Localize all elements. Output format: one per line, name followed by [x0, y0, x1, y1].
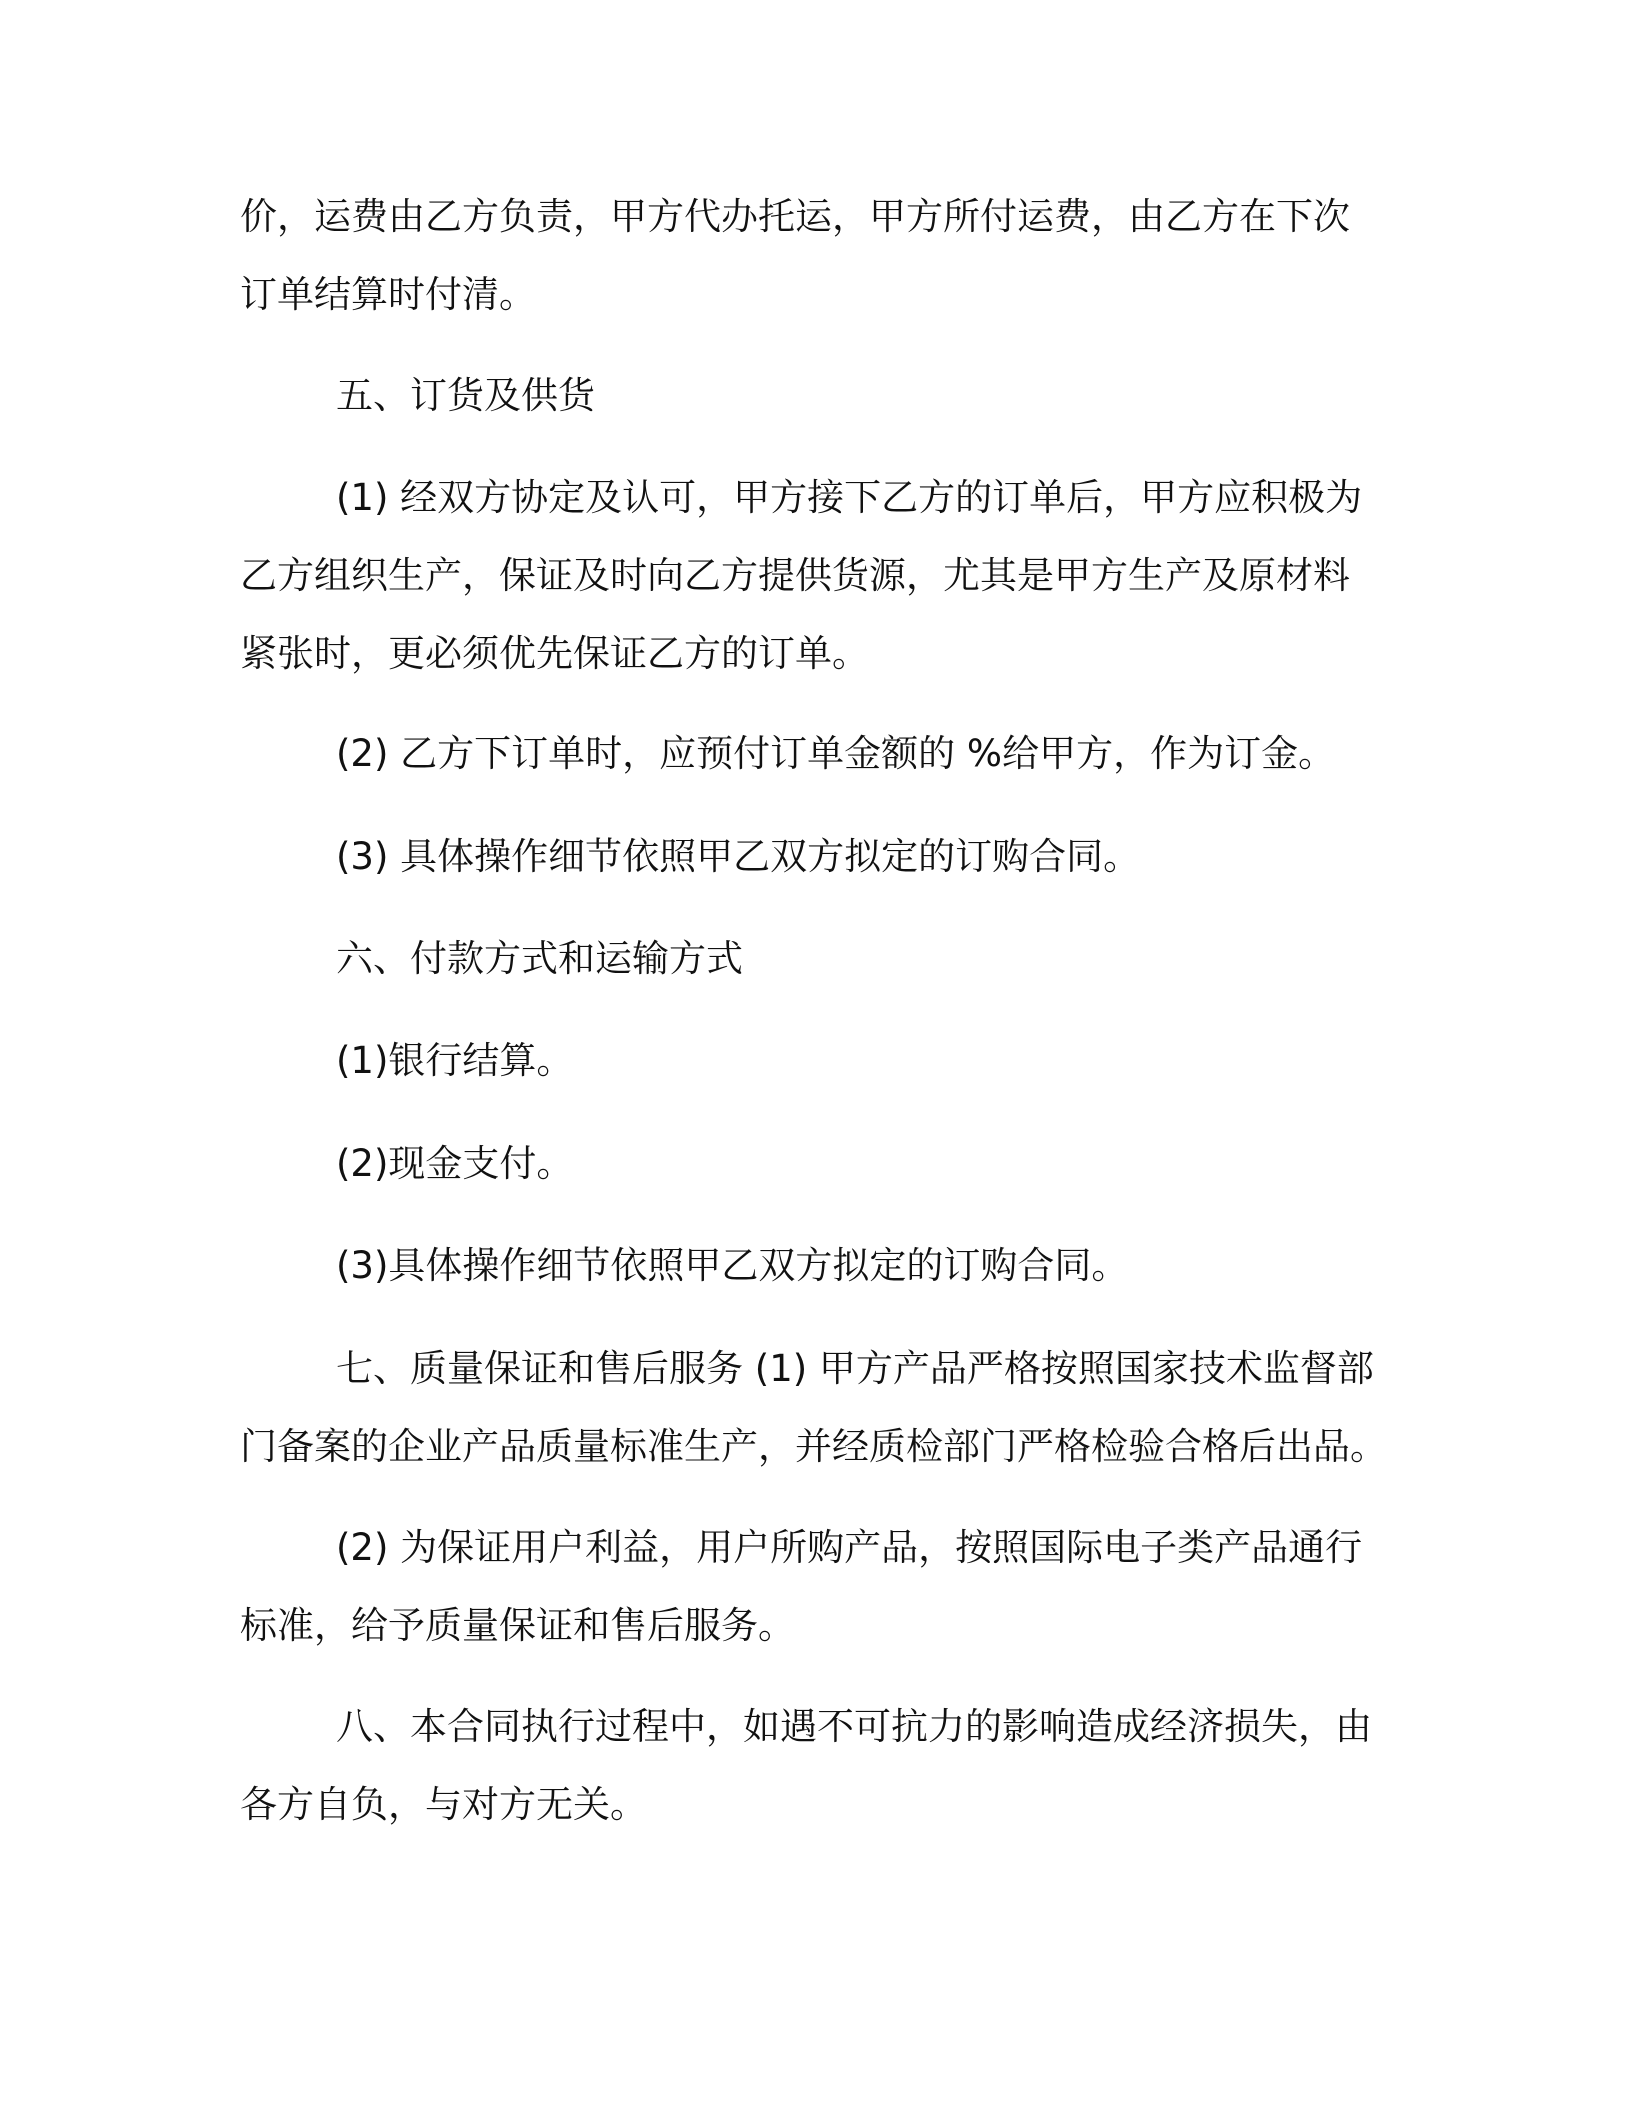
- paragraph-order-item-2: [240, 715, 1390, 793]
- text-line: 乙方组织生产，保证及时向乙方提供货源，尤其是甲方生产及原材料: [240, 554, 1350, 597]
- text-line: (1)银行结算。: [336, 1039, 574, 1082]
- text-line: (1) 经双方协定及认可，甲方接下乙方的订单后，甲方应积极为: [336, 476, 1363, 519]
- section-heading-ordering: [240, 357, 1390, 435]
- paragraph-payment-item-3: [240, 1227, 1390, 1305]
- section-heading-payment: [240, 920, 1390, 998]
- paragraph-order-item-3: [240, 818, 1390, 896]
- text-line: 八、本合同执行过程中，如遇不可抗力的影响造成经济损失，由: [336, 1705, 1372, 1748]
- text-line: 各方自负，与对方无关。: [240, 1783, 647, 1826]
- text-line: (2)现金支付。: [336, 1142, 574, 1185]
- text-line: (3) 具体操作细节依照甲乙双方拟定的订购合同。: [336, 835, 1141, 878]
- text-line: 订单结算时付清。: [240, 273, 536, 316]
- text-line: (2) 乙方下订单时，应预付订单金额的 %给甲方，作为订金。: [336, 732, 1336, 775]
- text-line: 六、付款方式和运输方式: [336, 937, 743, 980]
- text-line: 价，运费由乙方负责，甲方代办托运，甲方所付运费，由乙方在下次: [240, 195, 1350, 238]
- text-line: 门备案的企业产品质量标准生产，并经质检部门严格检验合格后出品。: [240, 1425, 1387, 1468]
- text-line: 标准，给予质量保证和售后服务。: [240, 1604, 795, 1647]
- text-line: (3)具体操作细节依照甲乙双方拟定的订购合同。: [336, 1244, 1129, 1287]
- paragraph-payment-item-2: [240, 1125, 1390, 1203]
- paragraph-order-item-1: [240, 459, 1390, 693]
- text-line: 紧张时，更必须优先保证乙方的订单。: [240, 632, 869, 675]
- paragraph-payment-item-1: [240, 1022, 1390, 1100]
- paragraph-quality-item-2: [240, 1509, 1390, 1665]
- text-line: 五、订货及供货: [336, 374, 595, 417]
- paragraph-freight: [240, 178, 1390, 334]
- section-quality-assurance: [240, 1330, 1390, 1486]
- text-line: (2) 为保证用户利益，用户所购产品，按照国际电子类产品通行: [336, 1526, 1363, 1569]
- section-force-majeure: [240, 1688, 1390, 1844]
- text-line: 七、质量保证和售后服务 (1) 甲方产品严格按照国家技术监督部: [336, 1347, 1374, 1390]
